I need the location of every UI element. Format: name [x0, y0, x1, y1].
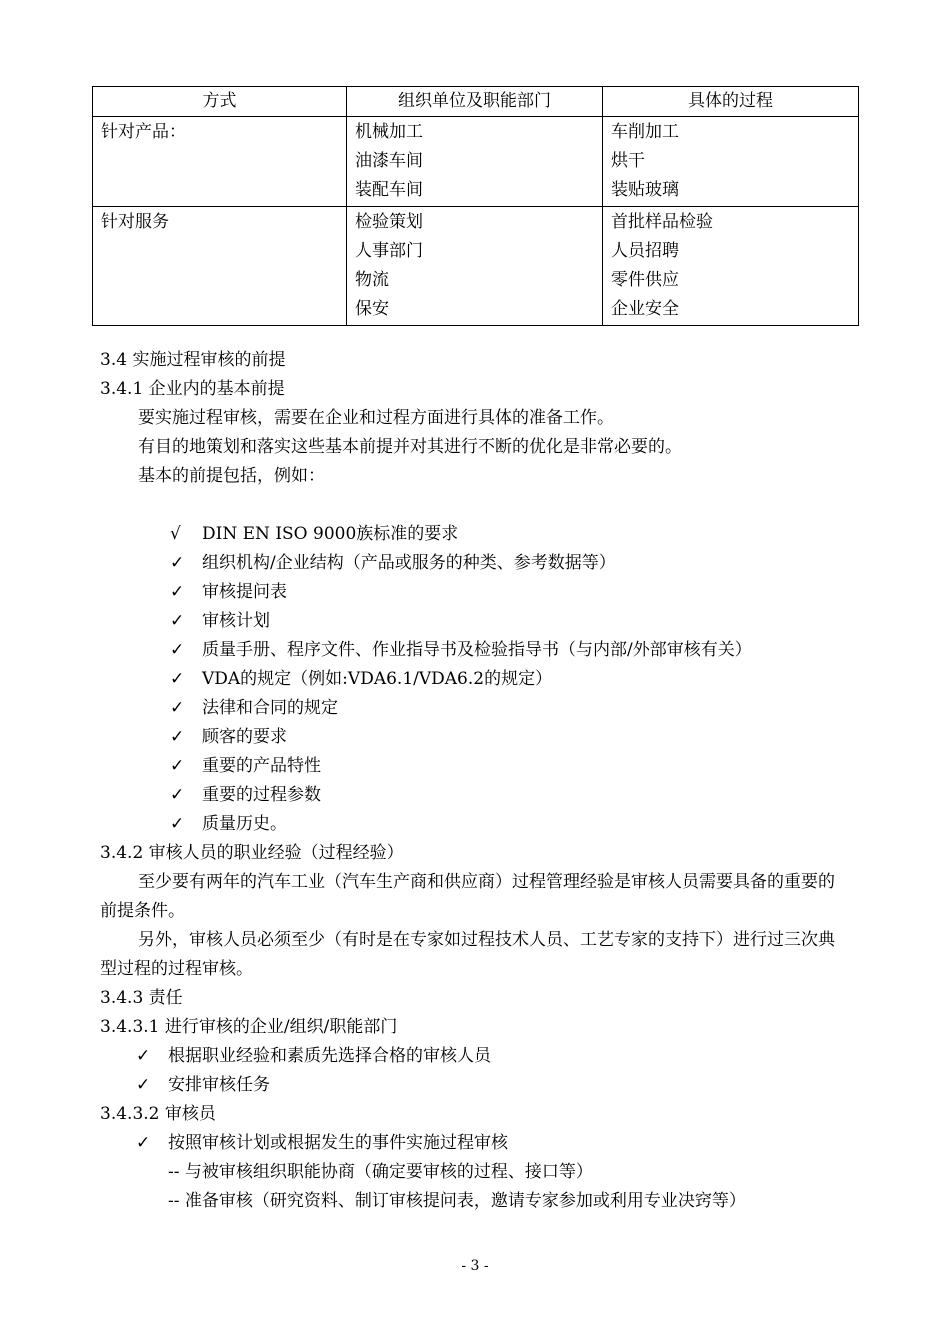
section-heading-3-4-1: 3.4.1 企业内的基本前提	[100, 379, 285, 399]
paragraph: 有目的地策划和落实这些基本前提并对其进行不断的优化是非常必要的。	[138, 437, 682, 457]
list-item: ✓ 重要的过程参数	[170, 781, 321, 810]
sub-list-item: -- 与被审核组织职能协商（确定要审核的过程、接口等）	[168, 1162, 593, 1182]
checkmark-icon: ✓	[136, 1075, 151, 1095]
page-number: - 3 -	[461, 1258, 489, 1274]
checkmark-icon: ✓	[170, 785, 185, 805]
table-row	[93, 117, 859, 207]
list-item: ✓ 安排审核任务	[136, 1071, 270, 1100]
section-heading-3-4-2: 3.4.2 审核人员的职业经验（过程经验）	[100, 843, 404, 863]
paragraph: 要实施过程审核，需要在企业和过程方面进行具体的准备工作。	[138, 408, 614, 428]
checkmark-icon: ✓	[170, 698, 185, 718]
checkmark-icon: √	[170, 524, 181, 544]
checkmark-icon: ✓	[170, 582, 185, 602]
header-units: 组织单位及职能部门	[347, 87, 603, 117]
processes-cell: 首批样品检验 人员招聘 零件供应 企业安全	[603, 207, 859, 326]
paragraph: 基本的前提包括，例如：	[138, 466, 325, 486]
list-item: ✓ 按照审核计划或根据发生的事件实施过程审核	[136, 1129, 508, 1158]
list-item: ✓ 审核提问表	[170, 578, 287, 607]
checkmark-icon: ✓	[136, 1046, 151, 1066]
table-header-row	[93, 87, 859, 117]
paragraph: 至少要有两年的汽车工业（汽车生产商和供应商）过程管理经验是审核人员需要具备的重要的	[138, 872, 835, 892]
section-heading-3-4: 3.4 实施过程审核的前提	[100, 350, 286, 370]
checkmark-icon: ✓	[170, 553, 185, 573]
checkmark-icon: ✓	[170, 669, 185, 689]
list-item: ✓ 审核计划	[170, 607, 270, 636]
section-heading-3-4-3-2: 3.4.3.2 审核员	[100, 1104, 216, 1124]
checkmark-icon: ✓	[170, 640, 185, 660]
method-cell: 针对产品：	[93, 117, 347, 207]
table-row	[93, 207, 859, 326]
sub-list-item: -- 准备审核（研究资料、制订审核提问表，邀请专家参加或利用专业决窍等）	[168, 1191, 746, 1211]
section-heading-3-4-3: 3.4.3 责任	[100, 988, 183, 1008]
checkmark-icon: ✓	[170, 611, 185, 631]
units-cell: 机械加工 油漆车间 装配车间	[347, 117, 603, 207]
list-item: ✓ VDA的规定（例如:VDA6.1/VDA6.2的规定）	[170, 665, 552, 694]
checkmark-icon: ✓	[170, 814, 185, 834]
units-cell: 检验策划 人事部门 物流 保安	[347, 207, 603, 326]
paragraph: 前提条件。	[100, 901, 185, 921]
list-item: ✓ 法律和合同的规定	[170, 694, 338, 723]
process-table	[92, 86, 859, 326]
processes-cell: 车削加工 烘干 装贴玻璃	[603, 117, 859, 207]
checkmark-icon: ✓	[170, 756, 185, 776]
list-item: ✓ 组织机构/企业结构（产品或服务的种类、参考数据等）	[170, 549, 616, 578]
header-processes: 具体的过程	[603, 87, 859, 117]
list-item: ✓ 顾客的要求	[170, 723, 287, 752]
list-item: ✓ 重要的产品特性	[170, 752, 321, 781]
checkmark-icon: ✓	[170, 727, 185, 747]
checkmark-icon: ✓	[136, 1133, 151, 1153]
paragraph: 另外，审核人员必须至少（有时是在专家如过程技术人员、工艺专家的支持下）进行过三次典	[138, 930, 835, 950]
paragraph: 型过程的过程审核。	[100, 959, 253, 979]
method-cell: 针对服务	[93, 207, 347, 326]
list-item: ✓ 质量手册、程序文件、作业指导书及检验指导书（与内部/外部审核有关）	[170, 636, 752, 665]
list-item: √ DIN EN ISO 9000族标准的要求	[170, 520, 458, 549]
header-method: 方式	[93, 87, 347, 117]
section-heading-3-4-3-1: 3.4.3.1 进行审核的企业/组织/职能部门	[100, 1017, 398, 1037]
list-item: ✓ 根据职业经验和素质先选择合格的审核人员	[136, 1042, 491, 1071]
list-item: ✓ 质量历史。	[170, 810, 287, 839]
